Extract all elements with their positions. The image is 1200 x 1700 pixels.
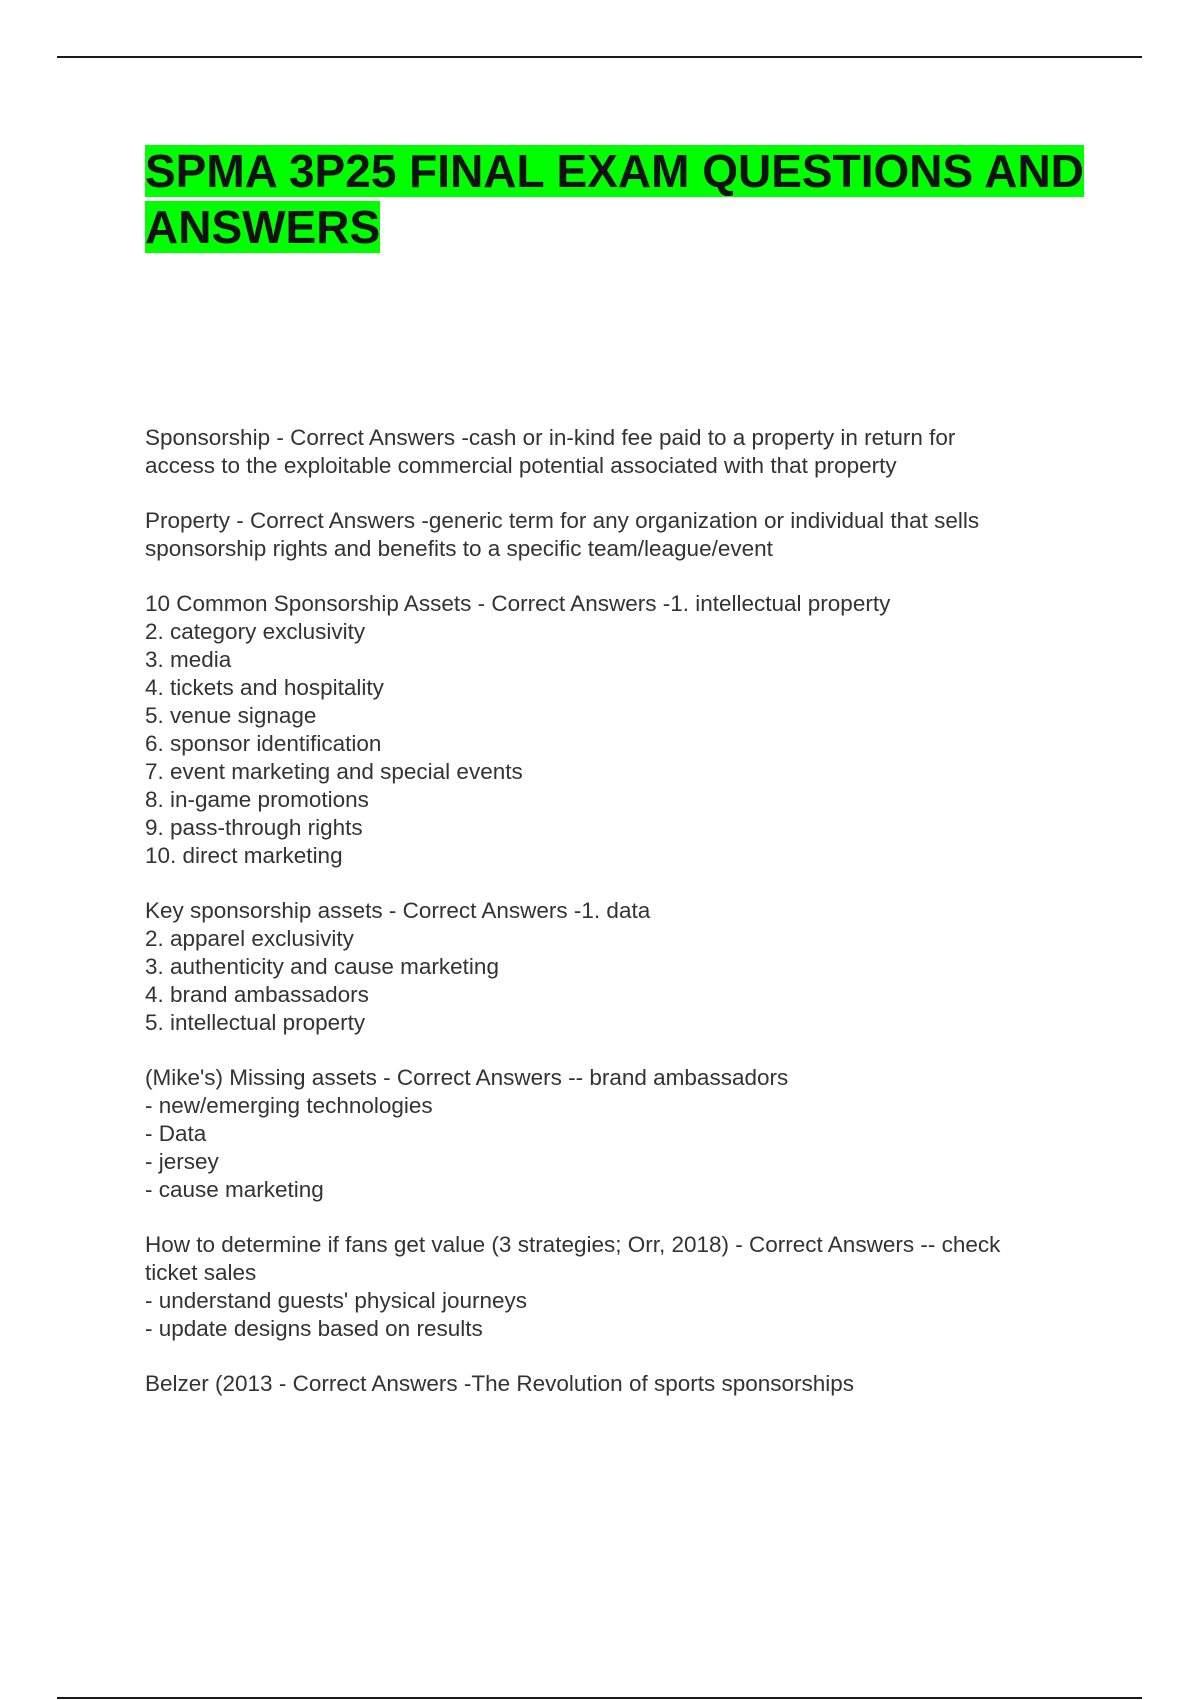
qa-line: 5. intellectual property: [145, 1010, 366, 1035]
qa-line: 2. category exclusivity: [145, 619, 366, 644]
qa-line: - jersey: [145, 1149, 219, 1174]
qa-line: 7. event marketing and special events: [145, 759, 523, 784]
qa-line: - understand guests' physical journeys: [145, 1288, 528, 1313]
title-highlight: SPMA 3P25 FINAL EXAM QUESTIONS AND ANSWERS: [145, 145, 1084, 253]
qa-line: ticket sales: [145, 1260, 257, 1285]
qa-line: Sponsorship - Correct Answers -cash or in-kind fee paid to a property in return for: [145, 425, 956, 450]
page-title: [145, 143, 1105, 255]
qa-line: 3. media: [145, 647, 232, 672]
qa-line: 2. apparel exclusivity: [145, 926, 354, 951]
qa-entry-missing-assets: [145, 1064, 1075, 1204]
qa-line: 5. venue signage: [145, 703, 317, 728]
qa-line: 10. direct marketing: [145, 843, 343, 868]
qa-line: Property - Correct Answers -generic term for any organization or individual that sells: [145, 508, 980, 533]
qa-line: - Data: [145, 1121, 207, 1146]
qa-content: [145, 424, 1075, 1425]
qa-line: - update designs based on results: [145, 1316, 483, 1341]
qa-line: Belzer (2013 - Correct Answers -The Revolution of sports sponsorships: [145, 1371, 855, 1396]
qa-entry-sponsorship: [145, 424, 1075, 480]
qa-entry-property: [145, 507, 1075, 563]
qa-entry-belzer: [145, 1370, 1075, 1398]
qa-line: 4. tickets and hospitality: [145, 675, 384, 700]
qa-entry-fan-value: [145, 1231, 1075, 1343]
qa-line: 10 Common Sponsorship Assets - Correct Answers -1. intellectual property: [145, 591, 891, 616]
qa-line: (Mike's) Missing assets - Correct Answers -- brand ambassadors: [145, 1065, 789, 1090]
qa-line: Key sponsorship assets - Correct Answers -1. data: [145, 898, 651, 923]
qa-line: 9. pass-through rights: [145, 815, 363, 840]
qa-line: - new/emerging technologies: [145, 1093, 433, 1118]
qa-line: How to determine if fans get value (3 strategies; Orr, 2018) - Correct Answers -- check: [145, 1232, 1001, 1257]
qa-line: 3. authenticity and cause marketing: [145, 954, 499, 979]
qa-line: 4. brand ambassadors: [145, 982, 369, 1007]
bottom-rule: [57, 1697, 1142, 1699]
qa-line: sponsorship rights and benefits to a specific team/league/event: [145, 536, 773, 561]
qa-line: access to the exploitable commercial potential associated with that property: [145, 453, 897, 478]
qa-entry-key-assets: [145, 897, 1075, 1037]
qa-line: - cause marketing: [145, 1177, 324, 1202]
qa-line: 6. sponsor identification: [145, 731, 382, 756]
qa-entry-common-assets: [145, 590, 1075, 870]
qa-line: 8. in-game promotions: [145, 787, 369, 812]
top-rule: [57, 56, 1142, 58]
